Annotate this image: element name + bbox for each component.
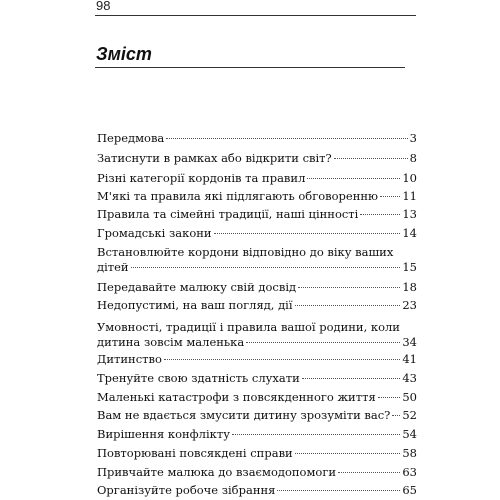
- toc-entry-title: Недопустимі, на ваш погляд, дії: [97, 298, 293, 312]
- toc-entry[interactable]: [97, 207, 417, 222]
- toc-entry-page: 63: [402, 465, 417, 479]
- toc-entry-title: Затиснути в рамках або відкрити світ?: [97, 151, 332, 165]
- dot-leader: [338, 472, 400, 473]
- toc-entry-title: Вирішення конфлікту: [97, 427, 230, 441]
- dot-leader: [131, 267, 401, 268]
- toc-entry-page: 41: [402, 352, 417, 366]
- dot-leader: [295, 305, 401, 306]
- toc-entry-title: Громадські закони: [97, 226, 212, 240]
- page-number: 98: [96, 0, 111, 13]
- toc-entry[interactable]: [97, 189, 417, 204]
- toc-entry-page: 18: [402, 280, 417, 294]
- dot-leader: [302, 378, 401, 379]
- toc-entry-title: Передмова: [97, 131, 165, 145]
- toc-entry[interactable]: [97, 226, 417, 241]
- dot-leader: [232, 434, 400, 435]
- toc-entry[interactable]: [97, 151, 417, 166]
- toc-entry[interactable]: [97, 352, 417, 367]
- toc-entry-page: 3: [409, 131, 417, 145]
- toc-entry-page: 15: [402, 260, 417, 274]
- toc-entry-page: 50: [402, 390, 417, 404]
- toc-entry[interactable]: [97, 390, 417, 405]
- toc-entry-title: Вам не вдається змусити дитину зрозуміти вас?: [97, 408, 391, 422]
- toc-entry-page: 65: [402, 483, 417, 497]
- dot-leader: [392, 415, 400, 416]
- dot-leader: [277, 490, 400, 491]
- toc-entry-page: 8: [409, 151, 417, 165]
- dot-leader: [380, 196, 400, 197]
- toc-entry-title-line1: Умовності, традиції і правила вашої родини, коли: [97, 320, 400, 334]
- toc-entry-page: 34: [402, 335, 417, 349]
- toc-entry[interactable]: [97, 171, 417, 186]
- toc-entry[interactable]: [97, 465, 417, 480]
- toc-entry[interactable]: [97, 131, 417, 146]
- toc-title: Зміст: [96, 44, 152, 64]
- toc-entry-title: Привчайте малюка до взаємодопомоги: [97, 465, 337, 479]
- toc-entry-title: Дитинство: [97, 352, 162, 366]
- toc-entry[interactable]: [97, 446, 417, 461]
- toc-entry[interactable]: [97, 408, 417, 423]
- toc-entry[interactable]: [97, 483, 417, 498]
- toc-entry-title: Правила та сімейні традиції, наші цінності: [97, 207, 359, 221]
- toc-entry-title-line2: дитина зовсім маленька: [97, 335, 245, 349]
- toc-entry-page: 23: [402, 298, 417, 312]
- toc-entry-title: М'які та правила які підлягають обговоренню: [97, 189, 379, 203]
- dot-leader: [295, 453, 401, 454]
- dot-leader: [307, 178, 400, 179]
- toc-entry-page: 54: [402, 427, 417, 441]
- toc-entry[interactable]: [97, 280, 417, 295]
- dot-leader: [164, 359, 400, 360]
- toc-entry-title: Різні категорії кордонів та правил: [97, 171, 306, 185]
- dot-leader: [246, 342, 400, 343]
- dot-leader: [334, 158, 408, 159]
- dot-leader: [378, 397, 401, 398]
- toc-entry-title-line1: Встановлюйте кордони відповідно до віку ваших: [97, 245, 394, 259]
- dot-leader: [214, 233, 401, 234]
- toc-entry-title: Організуйте робоче зібрання: [97, 483, 276, 497]
- toc-entry[interactable]: [97, 371, 417, 386]
- toc-entry-page: 11: [402, 189, 417, 203]
- dot-leader: [360, 214, 400, 215]
- toc-entry-title-line2: дітей: [97, 260, 129, 274]
- toc-entry-title: Тренуйте свою здатність слухати: [97, 371, 300, 385]
- toc-entry-page: 43: [402, 371, 417, 385]
- toc-entry-title: Маленькі катастрофи з повсякденного життя: [97, 390, 376, 404]
- toc-entry-page: 58: [402, 446, 417, 460]
- toc-entry-title: Повторювані повсякдені справи: [97, 446, 293, 460]
- dot-leader: [298, 287, 400, 288]
- toc-entry-page: 13: [402, 207, 417, 221]
- dot-leader: [166, 138, 407, 139]
- toc-entry-page: 10: [402, 171, 417, 185]
- toc-entry-title: Передавайте малюку свій досвід: [97, 280, 297, 294]
- toc-entry[interactable]: [97, 298, 417, 313]
- toc-entry[interactable]: [97, 245, 417, 275]
- toc-entry[interactable]: [97, 320, 417, 350]
- toc-entry[interactable]: [97, 427, 417, 442]
- toc-entry-page: 14: [402, 226, 417, 240]
- toc-entry-page: 52: [402, 408, 417, 422]
